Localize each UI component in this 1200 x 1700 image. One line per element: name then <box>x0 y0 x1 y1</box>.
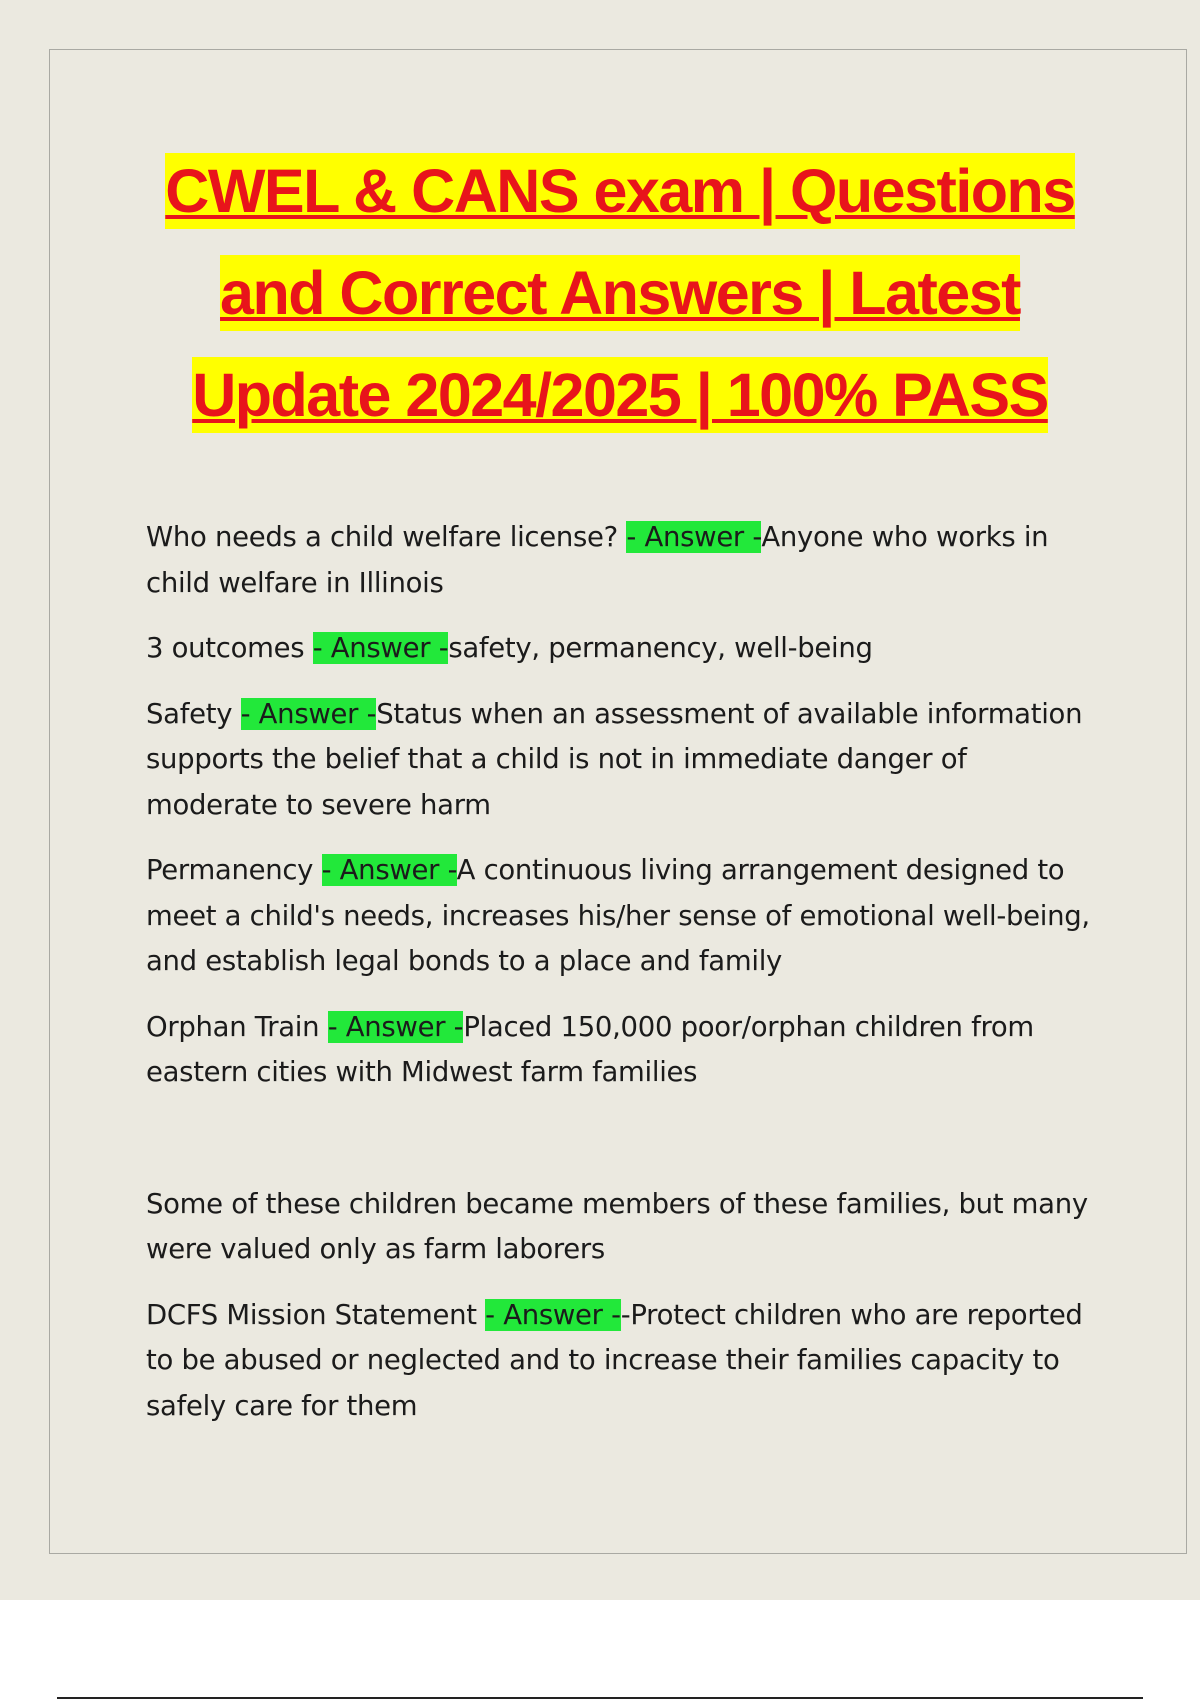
answer-marker: - Answer - <box>240 697 377 730</box>
answer-marker: - Answer - <box>485 1298 621 1331</box>
qa-item-permanency <box>146 848 1096 985</box>
qa-item-outcomes <box>146 626 1096 672</box>
answer-text: Placed 150,000 poor/orphan children from eastern cities with Midwest farm families <box>146 1010 1034 1088</box>
qa-item-license <box>146 515 1096 606</box>
orphan-train-note: Some of these children became members of these families, but many were valued only as farm laborers <box>146 1187 1088 1265</box>
answer-marker: - Answer - <box>321 854 457 886</box>
title-line-3: Update 2024/2025 | 100% PASS <box>192 357 1048 433</box>
document-title <box>120 140 1120 446</box>
answer-marker: - Answer - <box>312 632 449 664</box>
answer-text: safety, permanency, well-being <box>448 632 873 664</box>
question-text: 3 outcomes <box>146 632 313 664</box>
question-text: DCFS Mission Statement <box>146 1298 486 1331</box>
question-text: Who needs a child welfare license? <box>146 521 627 553</box>
answer-marker: - Answer - <box>327 1010 464 1043</box>
title-line-1: CWEL & CANS exam | Questions <box>165 153 1074 229</box>
answer-text: A continuous living arrangement designed to meet a child's needs, increases his/her sense of emotional well-being, and establish legal bonds to a place and family <box>146 854 1090 977</box>
title-line-2: and Correct Answers | Latest <box>220 255 1020 331</box>
qa-list <box>146 515 1096 1449</box>
question-text: Safety <box>146 697 241 730</box>
qa-item-safety <box>146 692 1096 829</box>
answer-marker: - Answer - <box>626 521 762 553</box>
question-text: Orphan Train <box>146 1010 328 1043</box>
answer-text: Anyone who works in child welfare in Illinois <box>146 521 1049 599</box>
question-text: Permanency <box>146 854 322 886</box>
answer-text: -Protect children who are reported to be abused or neglected and to increase their families capacity to safely care for them <box>146 1298 1083 1422</box>
answer-text: Status when an assessment of available information supports the belief that a child is not in immediate danger of moderate to severe harm <box>146 697 1083 821</box>
bottom-divider <box>57 1697 1143 1699</box>
qa-item-dcfs-mission <box>146 1293 1096 1430</box>
qa-item-orphan-train <box>146 1005 1096 1096</box>
